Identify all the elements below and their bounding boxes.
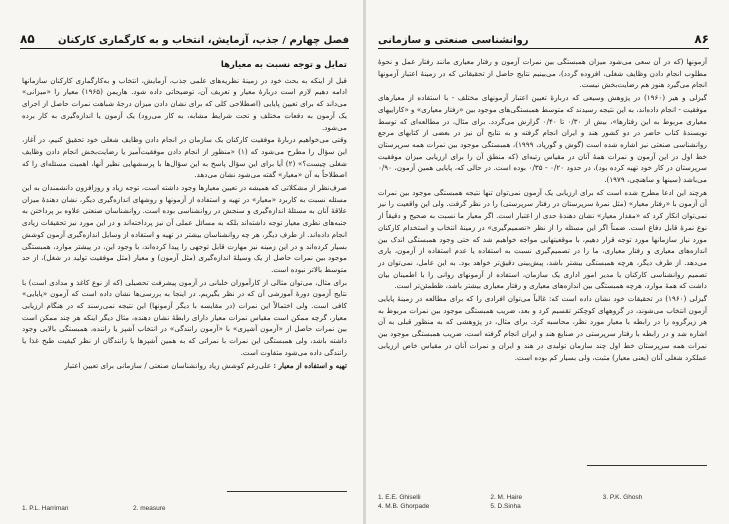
- paragraph: هرچند این ادعا مطرح شده است که برای ارزیابی یک آزمون نمی‌توان تنها نتیجه همبستگی موجود بین نمرات آن آزمون با «رفتار معیار» (مثل نمرهٔ سرپرستان در رفتار سرپرستی) را در نظر گرفت. ولی این واقعیت را نیز نمی‌توان انکار کرد که «مقدار معیار» نشان دهندهٔ حدی از اعتبار است. اگر معیار ما نسبت به صحیح و دقیقاً از نوع نمرهٔ قابل دفاع است. ضمناً اگر این مسئله را از نظر «تصمیم‌گیری» در زمینهٔ انتخاب و استخدام کارکنان مورد نیاز سازمانها مورد توجه قرار دهیم، با موقعیتهایی مواجه خواهیم شد که حتی وجود همبستگی اندک بین اندازه‌های معیاری و رفتار معیاری، ما را در تصمیم‌گیری نسبت به استفاده یا عدم استفاده از آزمون، یاری می‌دهد. از طرف دیگر، هرچه همبستگی بیشتر باشد، پیش‌بینی دقیق‌تر خواهد بود. به این عامل، نمی‌توان در تصمیم روانشناسی کارکنان یا مدیر امور اداری یک سازمان، استفاده از آزمونهای روانی را با اطمینان بیان داشت که همهٔ موارد، هرچه همبستگی بین اندازه‌های معیاری و رفتار معیاری بیشتر باشد، ظطمئن‌تر است.: [378, 187, 707, 291]
- inline-heading: تهیه و استفاده از معیار :: [273, 360, 347, 370]
- paragraph: وقتی می‌خواهیم دربارهٔ موفقیت کارکنان یک سازمان در انجام دادن وظایف شغلی خود تحقیق کنیم، در آغاز، این سؤال را مطرح می‌شود که (۱) «منظور از انجام دادن موفقیت‌آمیز یا رضایت‌بخش انجام دادن وظایف شغلی چیست؟» (۲) آیا برای این سؤال پاسخ به این سؤال‌ها با پرسشهایی نظیر آنها، اهمیت مسئله‌ای را که اصطلاحاً به آن «معیار» گفته می‌شود نشان می‌دهد.: [22, 135, 347, 180]
- footnote: 3. P.K. Ghosh: [602, 494, 643, 501]
- left-page-number: ۸۵: [20, 32, 35, 46]
- paragraph: گیزلی (۱۹۶۰) در تحقیقات خود نشان داده است که: غالباً می‌توان افرادی را که برای مطالعه در زمینهٔ پایایی آزمون انتخاب می‌شوند، در گروههای کوچکتر تقسیم کرد و بعد، ضریب همبستگی موجود بین نمرات مربوط به هر زیرگروه را در رابطه با معیار مورد نظر، محاسبه کرد. برای مثال، در پژوهشی که به منظور قبلی به آن اشاره شد و در رابطه با رفتار سرپرستی در صنایع هند و ایران انجام گرفته است، ضریب همبستگی موجود بین نمرات همه سرپرستان خط اول چند سازمان تولیدی در هند و ایران و نمرات آنان در مقیاس خاص ارزیابی عملکرد شغلی آنان (یعنی معیار) مثبت، ولی بسیار کم بوده است.: [378, 294, 708, 362]
- left-page-header: [20, 26, 349, 49]
- footnote: 4. M.B. Ghorpade: [378, 503, 430, 510]
- left-page: [0, 0, 363, 524]
- paragraph: قبل از اینکه به بحث خود در زمینهٔ نظریه‌های علمی جذب، آزمایش، انتخاب و به‌کارگماری کارکنان سازمانها ادامه دهیم لازم است دربارهٔ معیار و تعریف آن، توضیحاتی داده شود. هاریمن (۱۹۶۵) معیار را «میزانی» می‌داند که برای تعیین پایایی (اصطلاحی کلی که برای نشان دادن میزان درجهٔ شباهت نمرات حاصل از اجرای یک آزمون به دفعات مختلف و تحت شرایط مشابه، به کار می‌رود) یک آزمون یا اندازه‌گیری به کار برده می‌شود.: [22, 75, 347, 132]
- right-page-number: ۸۶: [694, 32, 709, 46]
- left-running-header: فصل چهارم / جذب، آزمایش، انتخاب و به کارگماری کارکنان: [58, 35, 349, 46]
- inline-heading-text: علی‌رغم کوشش زیاد روانشناسان صنعتی / سازمانی برای تعیین اعتبار: [64, 360, 272, 370]
- footnote: 2. M. Haire: [490, 494, 523, 501]
- section-heading: تمایل و توجه نسبت به معیارها: [220, 60, 347, 70]
- footnote: 2. measure: [133, 505, 166, 512]
- left-page-body: [22, 56, 347, 372]
- right-footnotes: [378, 494, 707, 510]
- left-footnotes: [22, 505, 347, 512]
- right-page: [366, 0, 729, 524]
- paragraph: آزمونها (که در آن سعی می‌شود میزان همبستگی بین نمرات آزمون و رفتار معیاری مانند رفتار عمل و نحوهٔ مطلوب انجام دادن وظایف شغلی، افزوده گردد)، می‌بینیم نتایج حاصل از تحقیقاتی که در زمینهٔ اعتبار آزمونها انجام می‌گیرد هنوز هم رضایت‌بخش نیست.: [378, 57, 707, 90]
- right-page-body: [378, 56, 707, 364]
- footnote: 5. D.Sinha: [490, 503, 521, 510]
- paragraph: گیزلی و هیر (۱۹۶۰) در پژوهش وسیعی که دربارهٔ تعیین اعتبار آزمونهای مختلف - با استفاده از معیارهای موفقیت - انجام داده‌اند، به این نتیجه رسیدند که متوسط همبستگی‌های موجود بین «رفتار معیاری» و «کاراییهای معیاری مربوط به این رفتارها»، بیش از ۰/۳۰ تا ۰/۴۰ گزارش می‌گردد. برای مثال، در مطالعه‌ای که توسط نویسندهٔ کتاب حاضر در دو کشور هند و ایران انجام گرفته و به نتایج آن نیز در بعضی از کتابهای مرجع روانشناسی صنعتی نیز اشاره شده است (گوش و گورپاد، ۱۹۹۹)، همبستگی موجود بین نمرات همه سرپرستان خط اول در این آزمون و نمرات همهٔ آنان در مقیاس رتبه‌ای (که منطق آن را برای ارزیابی میزان موفقیت سرپرستان در کار خود تهیه کرده بود)، در حدود ۰/۲۰ - ۰/۳۵ بوده است. در حالی که، پایایی همین آزمون، ۰/۹۰ می‌باشد (سینها و ساهنچی، ۱۹۷۹).: [378, 93, 708, 185]
- paragraph: برای مثال، می‌توان مثالی از کارآموزان خلبانی در آزمون پیشرفت تحصیلی (که از نوع کاغذ و مدادی است) با نتایج آزمون دورهٔ آموزشی آن که در نظر بگیریم. در اینجا به بررسی‌ها نشان داده است که آزمون «پایایی» کافی است. ولی اختمالاً این نمرات (در مقایسه با دیگر آزمونها) این نتیجه نمی‌رسند که در هنگام ارزیابی معیار، گرچه ممکن است مقیاس نمرات معیار دارای رابطهٔ نشان دهنده، مثال دیگر اینکه هر چند ممکن است بین نمرات حاصل از «آزمون آشپزی» با «آزمون رانندگی» در انتخاب آشپز یا راننده، همبستگی بالایی وجود داشته باشد، ولی همبستگی این نمرات با نمراتی که به همین آشپزها یا رانندگان از نظر کیفیت طبخ غذا یا رانندگی داده می‌شود متفاوت است.: [22, 277, 347, 357]
- right-running-header: روانشناسی صنعتی و سازمانی: [378, 35, 529, 46]
- footnote: 1. P.L. Harriman: [22, 505, 69, 512]
- footnote: 1. E.E. Ghiselli: [378, 494, 421, 501]
- footnote-rule: [227, 491, 347, 492]
- footnote-rule: [587, 465, 707, 466]
- paragraph: صرف‌نظر از مشکلاتی که همیشه در تعیین معیارها وجود داشته است، توجه زیاد و روزافزون دانشمندان به این مسئله نسبت به کاربرد «معیار» در تهیه و استفاده از آزمونها و روشهای اندازه‌گیری دیگر، نشان دهندهٔ میزان علاقهٔ آنان به مسئلهٔ اندازه‌گیری و سنجش در روانشناسی بوده است. روانشناسان صنعتی علاوه بر پرداختن به جنبه‌های نظری معیار توجه داشته‌اند بلکه به مسائل عملی آن نیز پرداخته‌اند و در این مورد نیز تحقیقات زیادی انجام داده‌اند. از طرف دیگر، هر چه روانشناسان بیشتر در تهیه و استفاده از وسایل اندازه‌گیری آزمون کوشش بسیار کرده‌اند و در این زمینه نیز مهارت قابل توجهی را پیدا کرده‌اند، با وجود این، در پیشتر موارد، همبستگی موجود بین نمرات حاصل از یک وسیلهٔ اندازه‌گیری (مثل آزمون) و معیار (مثل موفقیت تولید در شغل)، از حد متوسط بالاتر نبوده است.: [22, 183, 347, 274]
- right-page-header: [378, 26, 709, 49]
- paragraph-subheading: [22, 360, 347, 372]
